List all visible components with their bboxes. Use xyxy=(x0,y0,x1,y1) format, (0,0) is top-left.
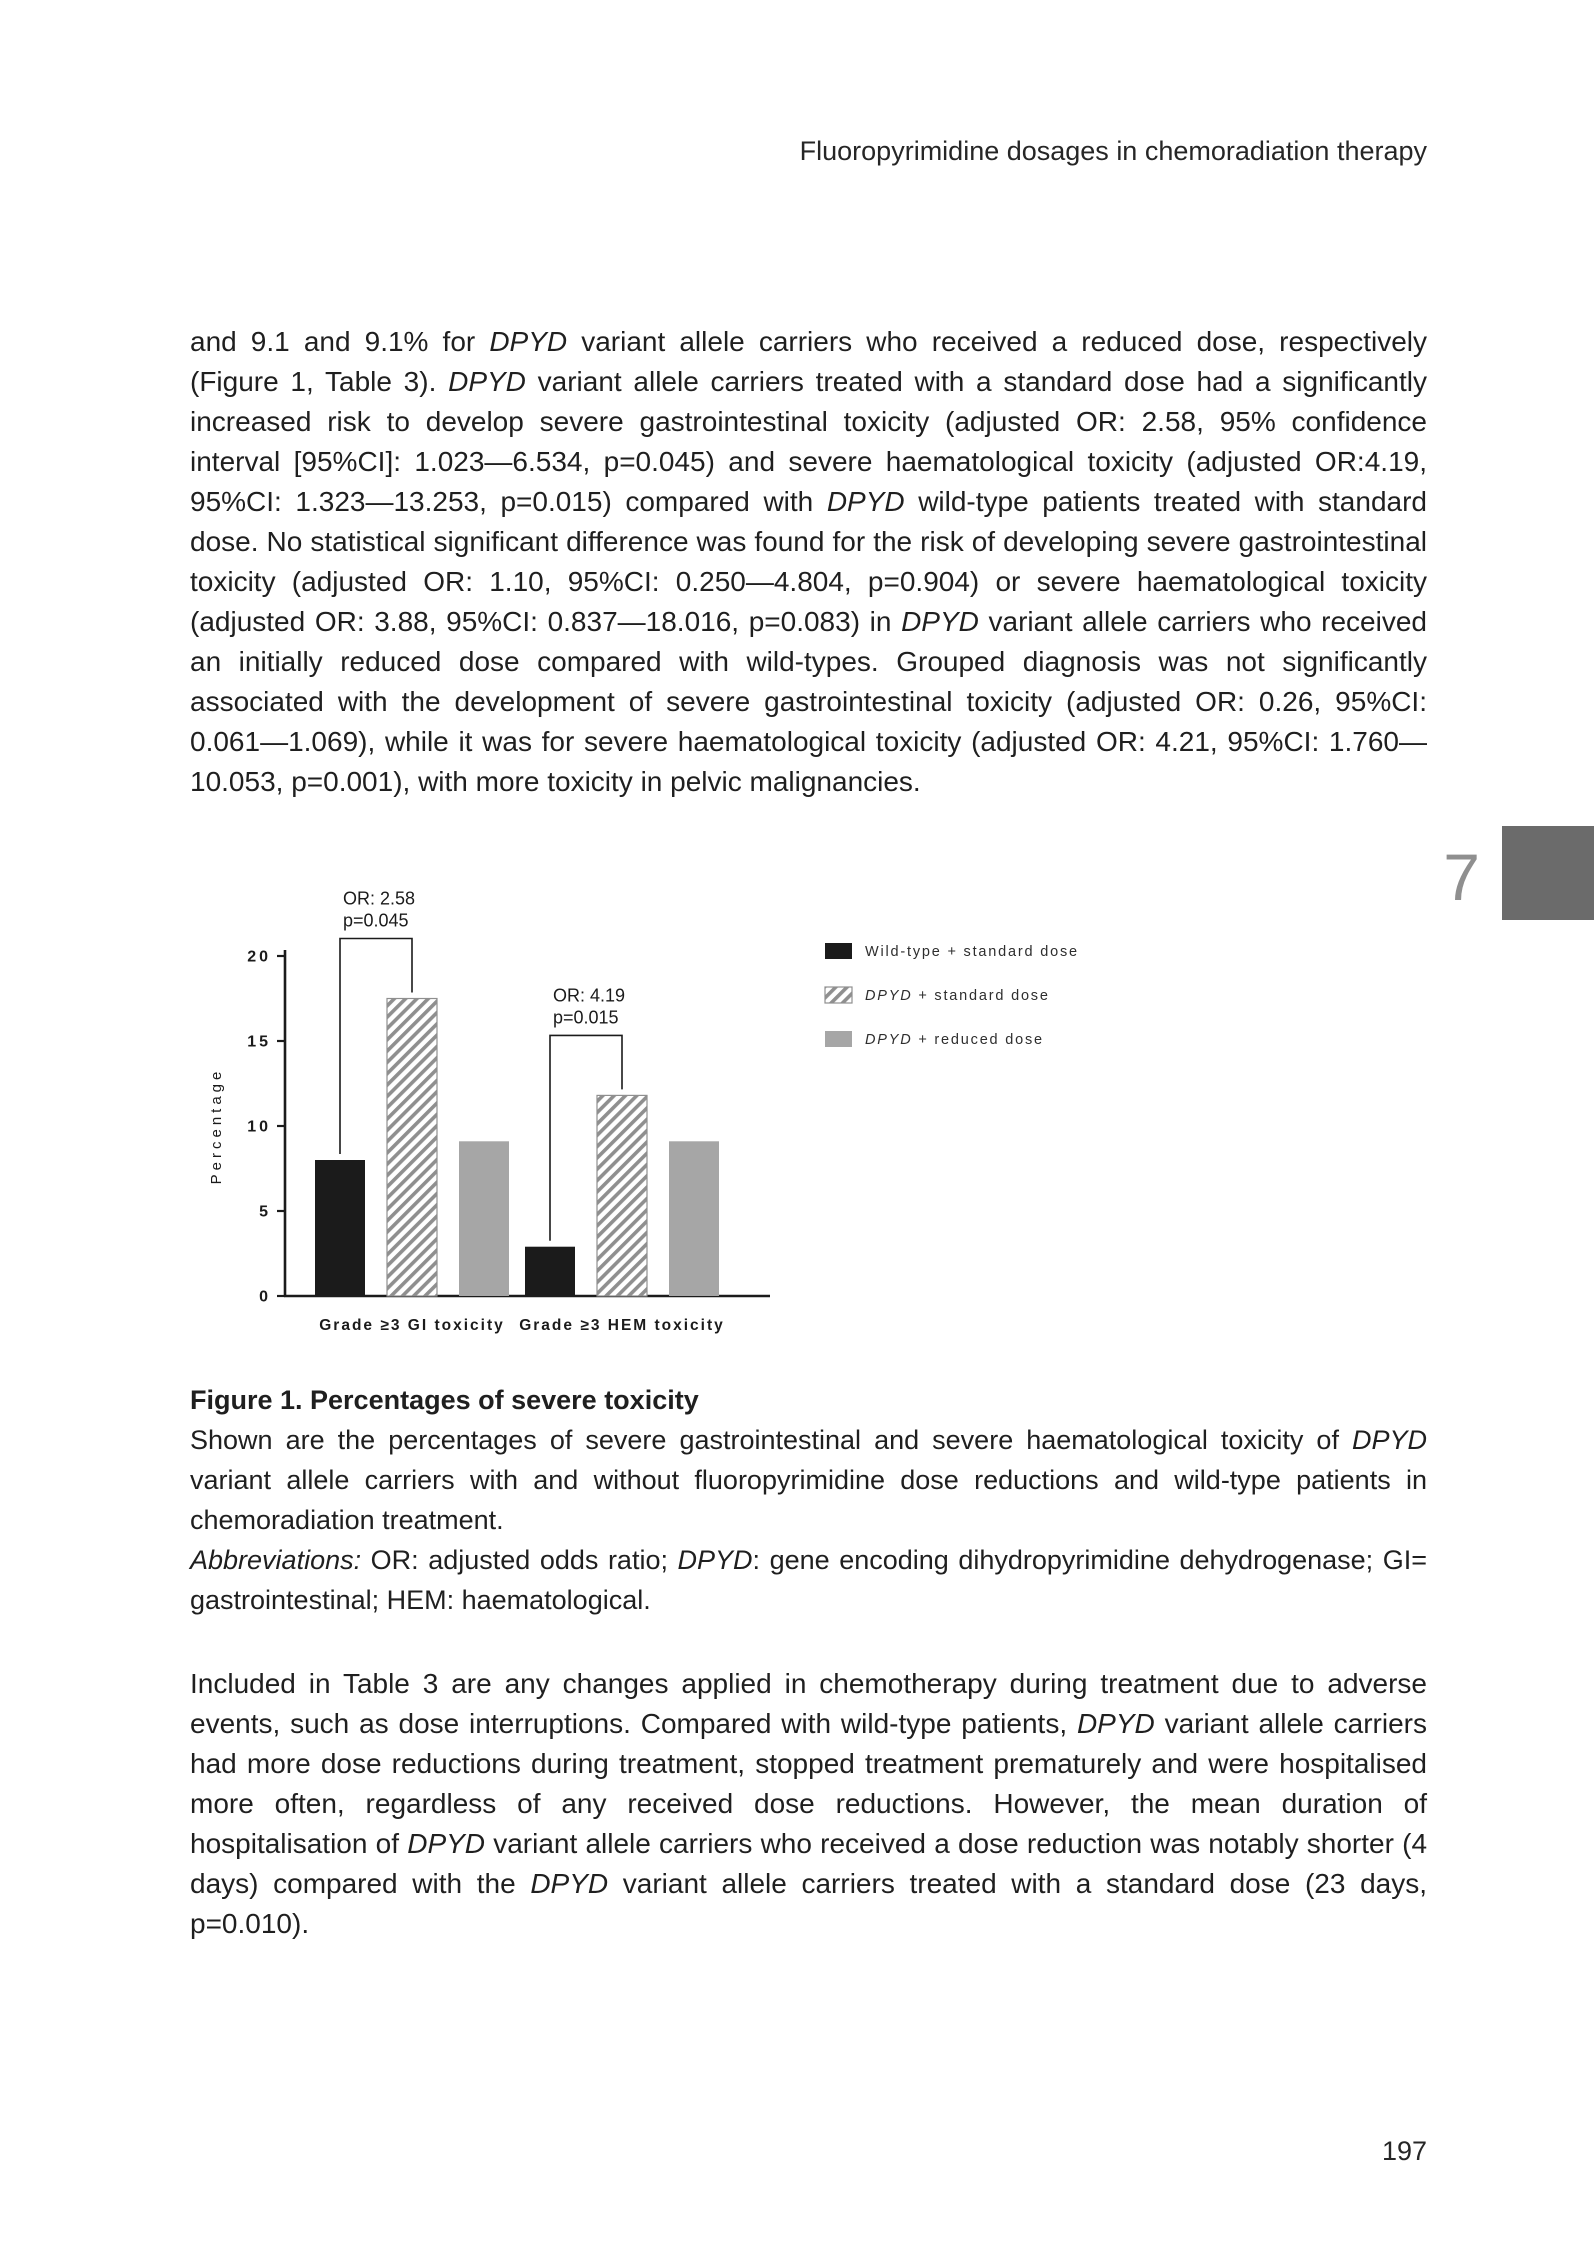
annotation-text: OR: 2.58 xyxy=(343,888,416,909)
figure-caption-title: Figure 1. Percentages of severe toxicity xyxy=(190,1385,699,1415)
body-paragraph-2: Included in Table 3 are any changes applied in chemotherapy during treatment due to adverse events, such as dose interruptions. Compared with wild-type patients, DPYD variant allele carriers had more dose reductions during treatment, stopped treatment prematurely and were hospitalised more often, regardless of any received dose reductions. However, the mean duration of hospitalisation of DPYD variant allele carriers who received a dose reduction was notably shorter (4 days) compared with the DPYD variant allele carriers treated with a standard dose (23 days, p=0.010). xyxy=(190,1668,1428,1939)
legend-label: DPYD + reduced dose xyxy=(865,1032,1044,1048)
legend-label: Wild-type + standard dose xyxy=(865,944,1079,960)
y-tick-label: 5 xyxy=(259,1203,271,1221)
y-axis-label: Percentage xyxy=(208,1067,225,1185)
annotation-text: p=0.045 xyxy=(343,910,409,931)
bar-series2-group1 xyxy=(669,1141,719,1296)
body-paragraph-1: and 9.1 and 9.1% for DPYD variant allele carriers who received a reduced dose, respectively (Figure 1, Table 3). DPYD variant allele carriers treated with a standard dose had a significantly increased risk to develop severe gastrointestinal toxicity (adjusted OR: 2.58, 95% confidence interval [95%CI]: 1.023—6.534, p=0.045) and severe haematological toxicity (adjusted OR:4.19, 95%CI: 1.323—13.253, p=0.015) compared with DPYD wild-type patients treated with standard dose. No statistical significant difference was found for the risk of developing severe gastrointestinal toxicity (adjusted OR: 1.10, 95%CI: 0.250—4.804, p=0.904) or severe haematological toxicity (adjusted OR: 3.88, 95%CI: 0.837—18.016, p=0.083) in DPYD variant allele carriers who received an initially reduced dose compared with wild-types. Grouped diagnosis was not significantly associated with the development of severe gastrointestinal toxicity (adjusted OR: 0.26, 95%CI: 0.061—1.069), while it was for severe haematological toxicity (adjusted OR: 4.21, 95%CI: 1.760—10.053, p=0.001), with more toxicity in pelvic malignancies. xyxy=(190,326,1428,797)
figure-caption-body: Shown are the percentages of severe gastrointestinal and severe haematological toxicity of DPYD variant allele carriers with and without fluoropyrimidine dose reductions and wild-type patients in chemoradiation treatment. xyxy=(190,1425,1427,1535)
annotation-text: OR: 4.19 xyxy=(553,985,626,1006)
figure-1-chart xyxy=(185,866,1185,1371)
legend-swatch-black xyxy=(825,943,852,959)
y-tick-label: 10 xyxy=(247,1118,271,1136)
bar-series0-group1 xyxy=(525,1247,575,1296)
chapter-number: 7 xyxy=(1443,840,1480,914)
category-label: Grade ≥3 GI toxicity xyxy=(319,1317,505,1334)
running-header: Fluoropyrimidine dosages in chemoradiation therapy xyxy=(799,136,1427,166)
bar-series2-group0 xyxy=(459,1141,509,1296)
y-tick-label: 15 xyxy=(247,1033,271,1051)
page-number: 197 xyxy=(1381,2136,1427,2166)
bar-series0-group0 xyxy=(315,1160,365,1296)
bar-series1-group0 xyxy=(387,999,437,1297)
annotation-text: p=0.015 xyxy=(553,1007,619,1028)
legend-swatch-hatch xyxy=(825,987,852,1003)
figure-caption xyxy=(190,1380,1427,1620)
y-tick-label: 0 xyxy=(259,1288,271,1306)
legend-swatch-gray xyxy=(825,1031,852,1047)
category-label: Grade ≥3 HEM toxicity xyxy=(519,1317,725,1334)
figure-abbreviations: Abbreviations: OR: adjusted odds ratio; DPYD: gene encoding dihydropyrimidine dehydrogenase; GI= gastrointestinal; HEM: haematological. xyxy=(190,1545,1427,1615)
bar-series1-group1 xyxy=(597,1095,647,1296)
y-tick-label: 20 xyxy=(247,948,271,966)
legend-label: DPYD + standard dose xyxy=(865,988,1050,1004)
chapter-tab-square xyxy=(1502,826,1594,920)
